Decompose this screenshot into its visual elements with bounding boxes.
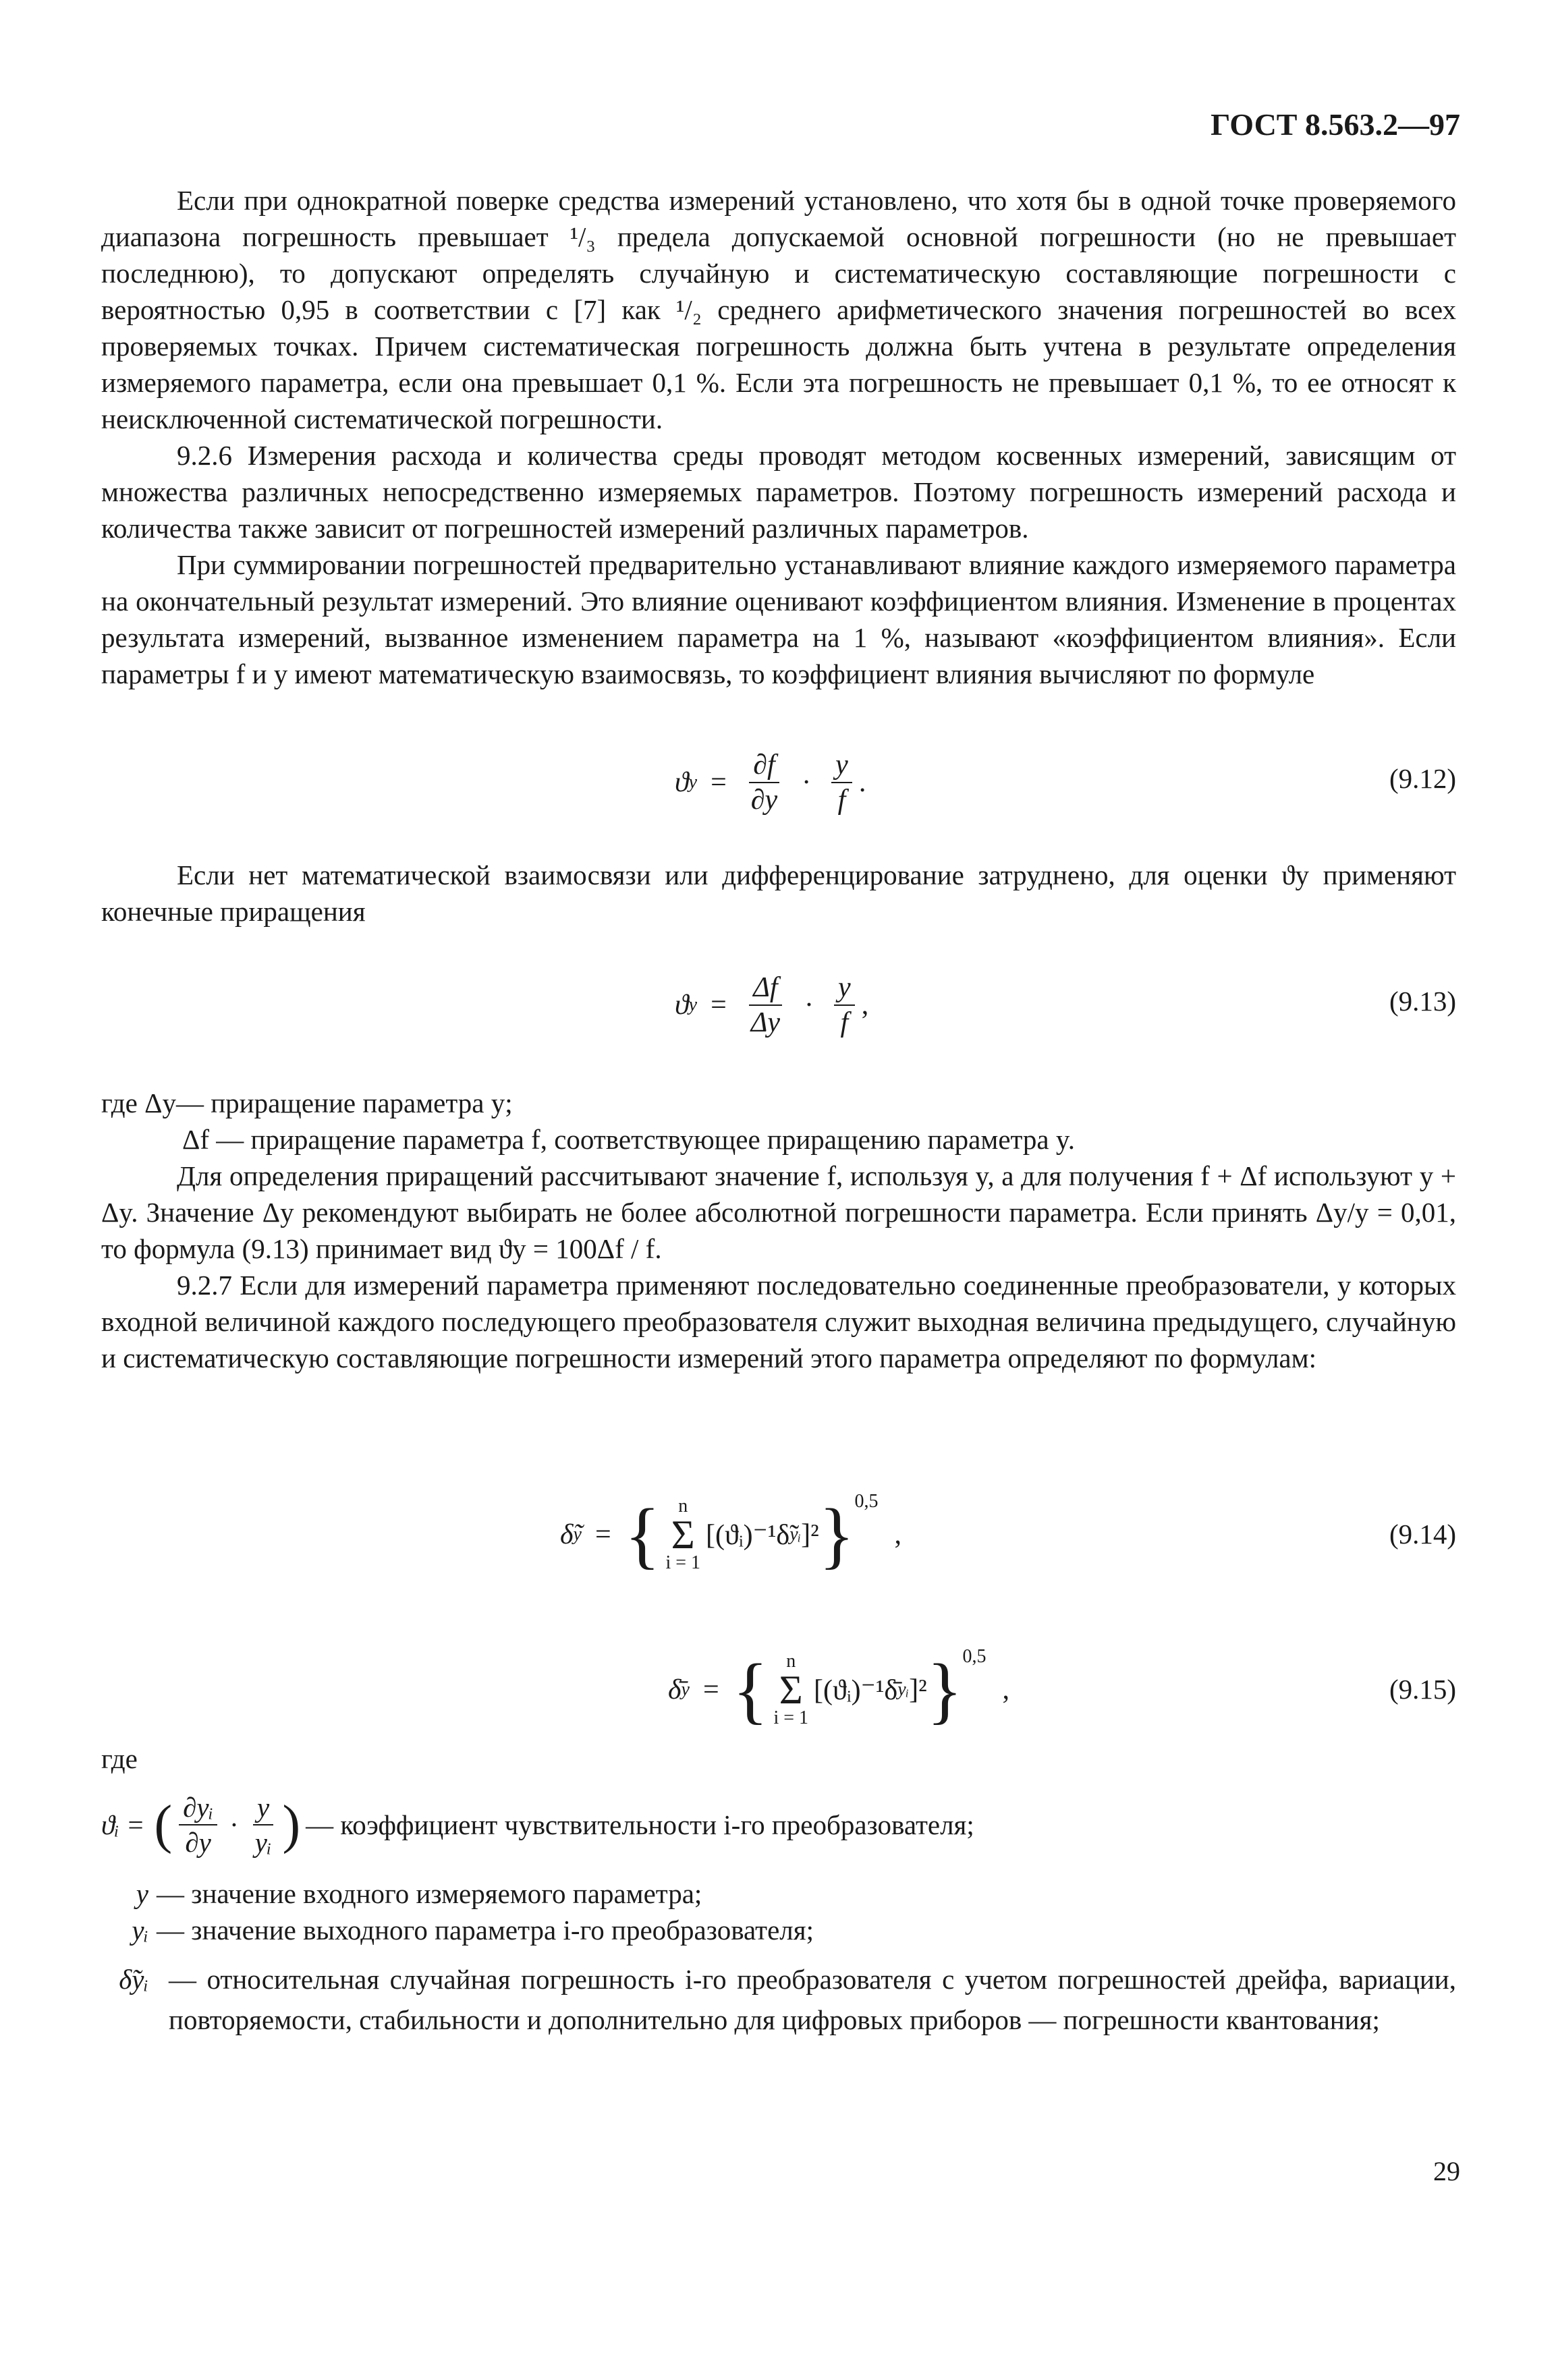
paragraph-7: 9.2.7 Если для измерений параметра применяют последовательно соединенные преобразователи, у которых входной величиной каждого последующего преобразователя служит выходная величина предыдущего, случайную и систематическую составляющие погрешности измерений этого параметра определяют по формулам:: [101, 1270, 1456, 1373]
paragraph-2: 9.2.6 Измерения расхода и количества среды проводят методом косвенных измерений, зависящим от множества различных непосредственно измеряемых параметров. Поэтому погрешность измерений расхода и количества также зависит от погрешностей измерений различных параметров.: [101, 440, 1456, 544]
page-number: 29: [1433, 2156, 1460, 2186]
formula-9-12: ϑ y = $\frac{\partial f}{\partial y}$ · $\frac{y}{f}$ . (9.12): [675, 749, 1456, 816]
definitions-list: [101, 1788, 1456, 2040]
body-text-middle: [101, 1085, 1456, 1376]
formula-9-13: ϑ y = $\frac{\Delta f}{\Delta y}$ · $\frac{y}{f}$ , (9.13): [675, 972, 1456, 1038]
right-brace: }: [818, 1494, 855, 1576]
formula-lhs: ϑ: [675, 767, 689, 798]
equation-number: (9.12): [1389, 763, 1456, 794]
equation-number: (9.13): [1389, 986, 1456, 1017]
paragraph-4: Если нет математической взаимосвязи или дифференцирование затруднено, для оценки ϑy применяют конечные приращения: [101, 859, 1456, 927]
paragraph-df: Δf — приращение параметра f, соответствующее приращению параметра y.: [182, 1124, 1075, 1155]
formula-9-14: δ̃ y = { n Σ i = 1 [(ϑᵢ)⁻¹δ̃ yᵢ ]² } 0,5 , (9.14): [560, 1491, 1456, 1576]
definition-y: y — значение входного измеряемого параметра;: [136, 1878, 702, 1909]
body-text-top: [101, 182, 1456, 692]
equation-number: (9.15): [1389, 1674, 1456, 1705]
standard-header: ГОСТ 8.563.2—97: [1211, 107, 1460, 142]
equation-number: (9.14): [1389, 1519, 1456, 1550]
definition-yi: yᵢ — значение выходного параметра i-го преобразователя;: [132, 1915, 814, 1946]
formula-9-15: δ̄ y = { n Σ i = 1 [(ϑᵢ)⁻¹δ̄ yᵢ ]² } 0,5 , (9.15): [668, 1646, 1456, 1731]
definition-delta: δ̃yᵢ — относительная случайная погрешность i-го преобразователя с учетом погрешностей дрейфа, вариации, повторяемости, стабильности и дополнительно для цифровых приборов — погрешности квантования;: [119, 1964, 1456, 2035]
paragraph-where-dy: где Δy— приращение параметра y;: [101, 1087, 513, 1118]
paragraph-3: При суммировании погрешностей предварительно устанавливают влияние каждого измеряемого параметра на окончательный результат измерений. Это влияние оценивают коэффициентом влияния. Изменение в процентах результата измерений, вызванное изменением параметра на 1 %, называют «коэффициентом влияния». Если параметры f и y имеют математическую взаимосвязь, то коэффициент влияния вычисляют по формуле: [101, 549, 1456, 689]
paragraph-6: Для определения приращений рассчитывают значение f, используя y, а для получения f + Δf используют y + Δy. Значение Δy рекомендуют выбирать не более абсолютной погрешности параметра. Если принять Δy/y = 0,01, то формула (9.13) принимает вид ϑy = 100Δf / f.: [101, 1160, 1456, 1264]
where-label: где: [101, 1743, 138, 1774]
paragraph-1: Если при однократной поверке средства измерений установлено, что хотя бы в одной точке проверяемого диапазона погрешность превышает ¹/₃ предела допускаемой основной погрешности (но не превышает последнюю), то допускают определять случайную и систематическую составляющие погрешности с вероятностью 0,95 в соответствии с [7] как ¹/₂ среднего арифметического значения погрешностей во всех проверяемых точках. Причем систематическая погрешность должна быть учтена в результате определения измеряемого параметра, если она превышает 0,1 %. Если эта погрешность не превышает 0,1 %, то ее относят к неисключенной систематической погрешности.: [101, 185, 1456, 434]
definition-theta-i: ϑᵢ = ( $\frac{\text{∂yᵢ}}{\partial y}$ · $\frac{y}{\text{yᵢ}}$ ) — коэффициент чувствительности i-го преобразователя;: [101, 1792, 974, 1858]
left-brace: {: [624, 1494, 661, 1576]
body-text-p4: [101, 857, 1456, 930]
